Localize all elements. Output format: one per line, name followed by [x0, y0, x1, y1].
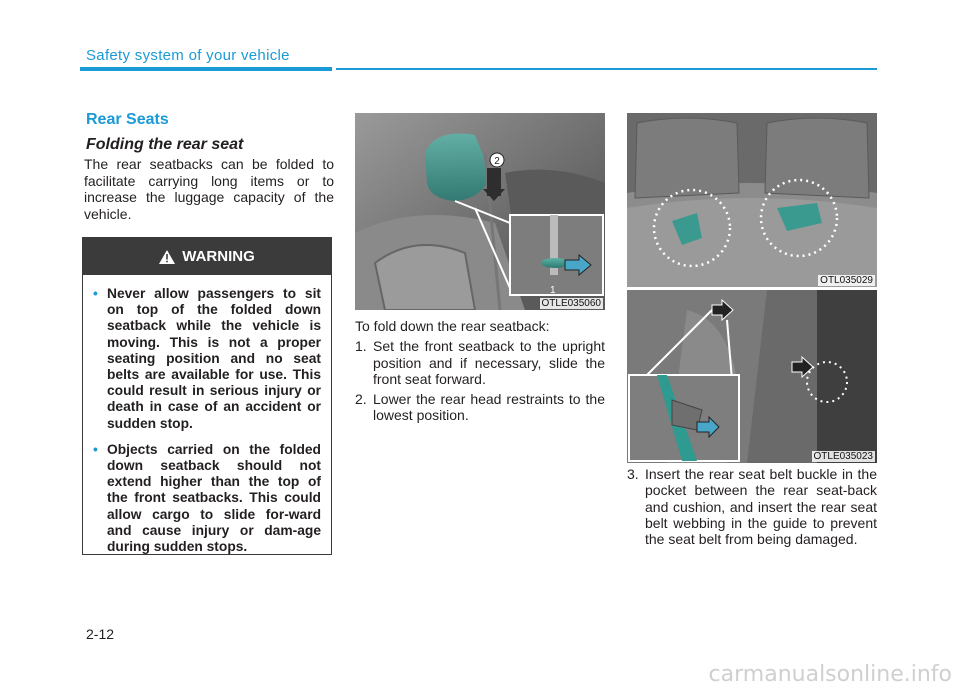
figure-buckle-pockets [627, 113, 877, 287]
bullet-icon: • [93, 286, 98, 301]
header-rule-thick [80, 67, 332, 71]
figure-caption: OTL035029 [820, 275, 873, 286]
warning-box [82, 237, 332, 555]
figure-head-restraint [355, 113, 605, 310]
header-rule-thin [336, 68, 877, 70]
callout-1: 1 [550, 285, 556, 296]
warning-triangle-icon [159, 250, 175, 264]
procedure-right [627, 466, 877, 551]
procedure-middle [355, 318, 605, 428]
page-number: 2-12 [86, 626, 115, 642]
procedure-step: 3. Insert the rear seat belt buckle in the pocket between the rear seat-back and cushion, and insert the rear seat belt webbing in the guide to prevent the seat belt from being damaged. [627, 466, 877, 548]
procedure-intro: To fold down the rear seatback: [355, 318, 550, 334]
figure-caption: OTLE035060 [541, 298, 601, 309]
procedure-step: 1. Set the front seatback to the upright position and if necessary, slide the front seat forward. [355, 338, 605, 387]
callout-2: 2 [494, 156, 500, 167]
subsection-title: Folding the rear seat [86, 136, 244, 153]
warning-item: • Never allow passengers to sit on top of the folded down seatback while the vehicle is moving. This is not a proper seating position and no seat belts are available for use. This could result in serious injury or death in case of an accident or sudden stop. [93, 286, 321, 431]
warning-list [83, 275, 331, 555]
bullet-icon: • [93, 441, 98, 457]
seat-illustration [355, 113, 605, 310]
warning-header [83, 238, 331, 275]
seat-cushion-illustration [627, 113, 877, 287]
warning-item: • Objects carried on the folded down seatback should not extend higher than the top of the front seatbacks. This could allow cargo to slide for-ward and cause injury or dam-age during sudden stops. [93, 441, 321, 555]
figure-belt-guide [627, 290, 877, 463]
procedure-step: 2. Lower the rear head restraints to the lowest position. [355, 391, 605, 424]
belt-guide-illustration [627, 290, 877, 463]
watermark: carmanualsonline.info [708, 662, 952, 687]
warning-title: WARNING [182, 248, 255, 265]
running-header: Safety system of your vehicle [86, 47, 290, 64]
intro-paragraph: The rear seatbacks can be folded to facilitate carrying long items or to increase the luggage capacity of the vehicle. [84, 156, 334, 222]
figure-caption: OTLE035023 [813, 451, 873, 462]
section-title: Rear Seats [86, 111, 169, 128]
